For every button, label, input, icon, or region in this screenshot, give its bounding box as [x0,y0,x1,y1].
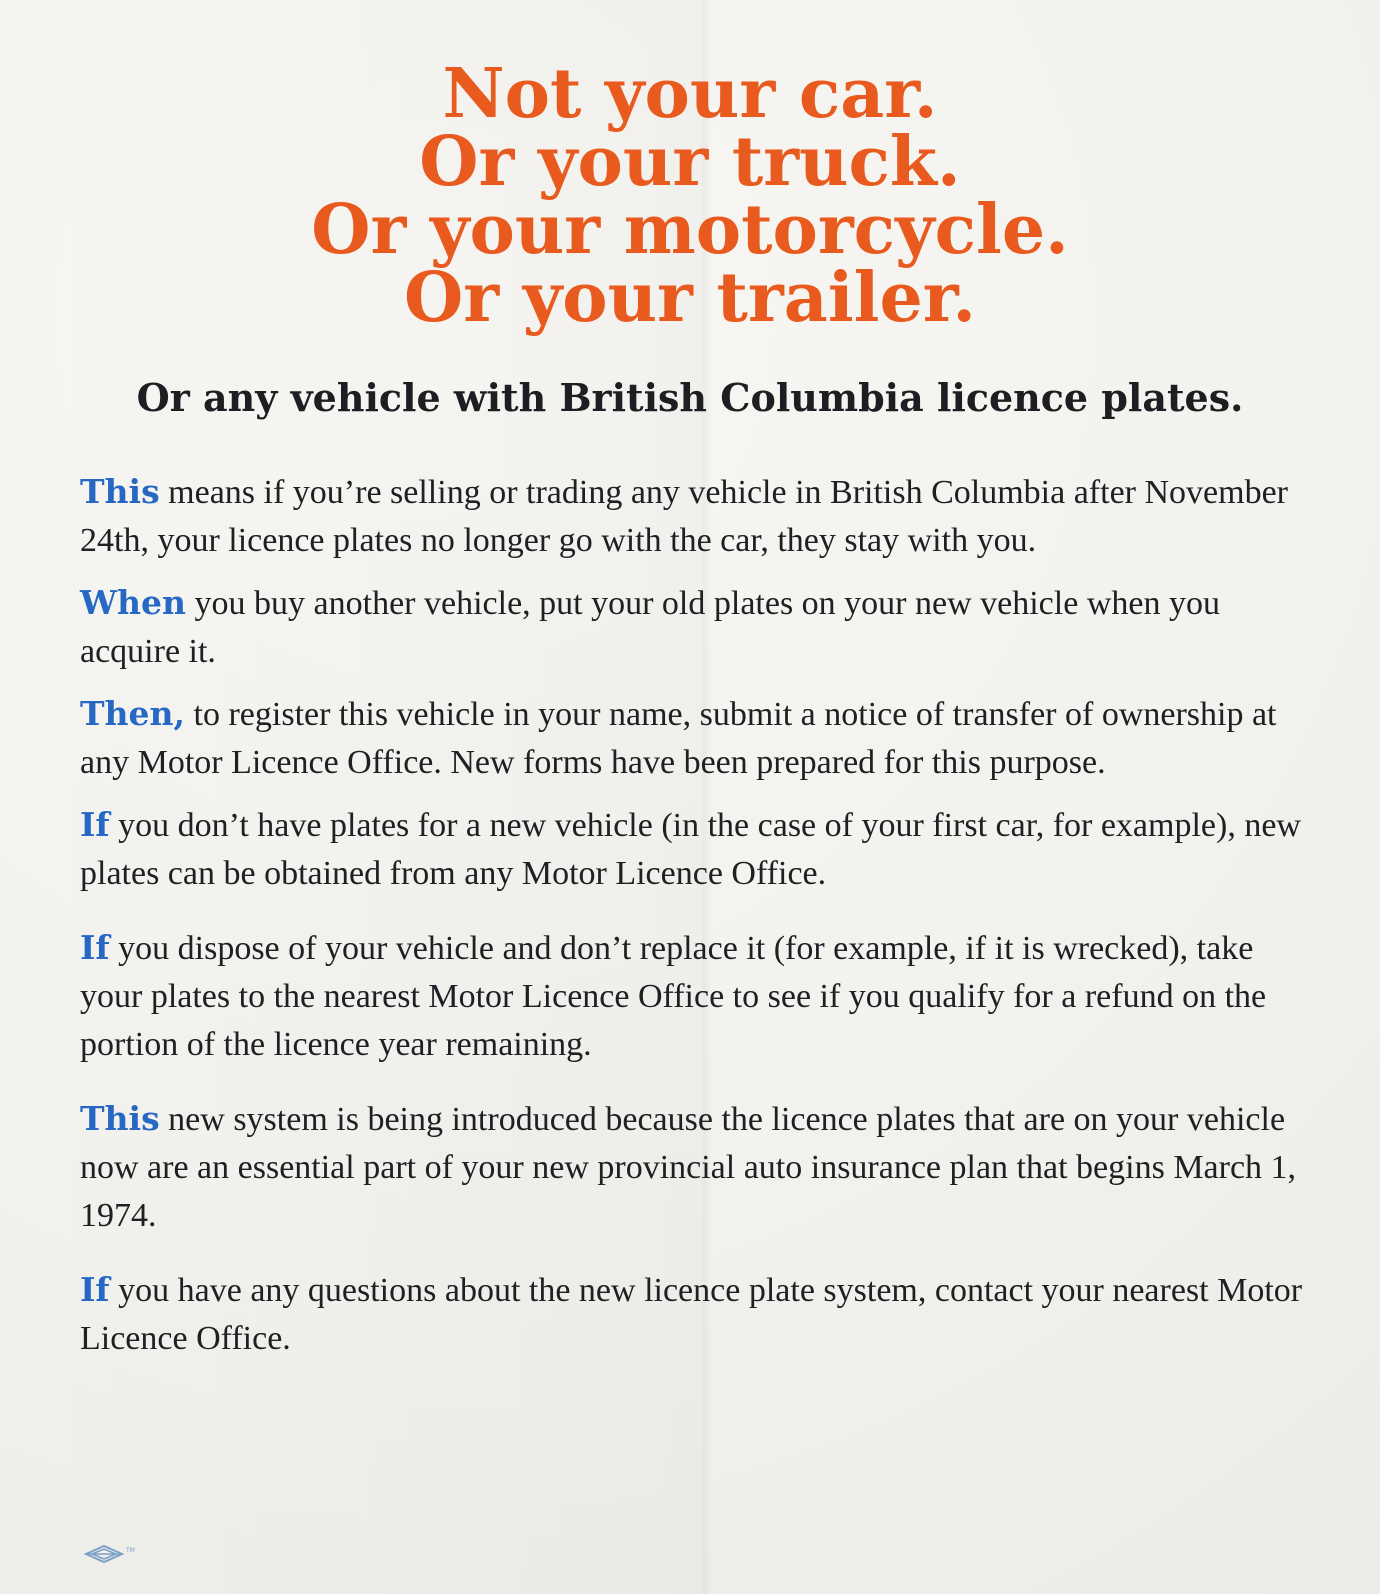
paragraph [80,690,1310,787]
paragraph-lead: When [80,583,187,622]
paragraph-text: you have any questions about the new licence plate system, contact your nearest Motor Licence Office. [80,1272,1303,1357]
paragraph-lead: Then, [80,694,186,733]
paragraph-lead: This [80,472,160,511]
paragraph-lead: This [80,1099,160,1138]
paragraph-text: you don’t have plates for a new vehicle (in the case of your first car, for example), new plates can be obtained from any Motor Licence Office. [80,807,1301,892]
paragraph-text: means if you’re selling or trading any vehicle in British Columbia after November 24th, your licence plates no longer go with the car, they stay with you. [80,474,1288,559]
paragraph [80,1095,1310,1240]
paragraph-text: to register this vehicle in your name, submit a notice of transfer of ownership at any Motor Licence Office. New forms have been prepared for this purpose. [80,696,1277,781]
headline-line: Not your car. [442,54,938,134]
paragraph [80,924,1310,1069]
headline-line: Or your motorcycle. [311,190,1069,270]
paragraph [80,579,1310,676]
paragraph-lead: If [80,928,110,967]
paragraph-text: new system is being introduced because the licence plates that are on your vehicle now are an essential part of your new provincial auto insurance plan that begins March 1, 1974. [80,1101,1297,1234]
svg-text:TM: TM [126,1547,135,1554]
insurance-logo-icon [82,1540,142,1568]
body-text [80,468,1310,1377]
subheading: Or any vehicle with British Columbia licence plates. [136,375,1244,420]
headline-line: Or your truck. [419,122,961,202]
paragraph-lead: If [80,1270,110,1309]
paragraph-text: you dispose of your vehicle and don’t replace it (for example, if it is wrecked), take your plates to the nearest Motor Licence Office to see if you qualify for a refund on the portion of the licence year remaining. [80,930,1267,1063]
headline-line: Or your trailer. [403,258,977,338]
paragraph-text: you buy another vehicle, put your old plates on your new vehicle when you acquire it. [80,585,1220,670]
paragraph [80,468,1310,565]
paragraph-lead: If [80,805,110,844]
paragraph [80,1266,1310,1363]
paragraph [80,801,1310,898]
headline [0,54,1380,338]
